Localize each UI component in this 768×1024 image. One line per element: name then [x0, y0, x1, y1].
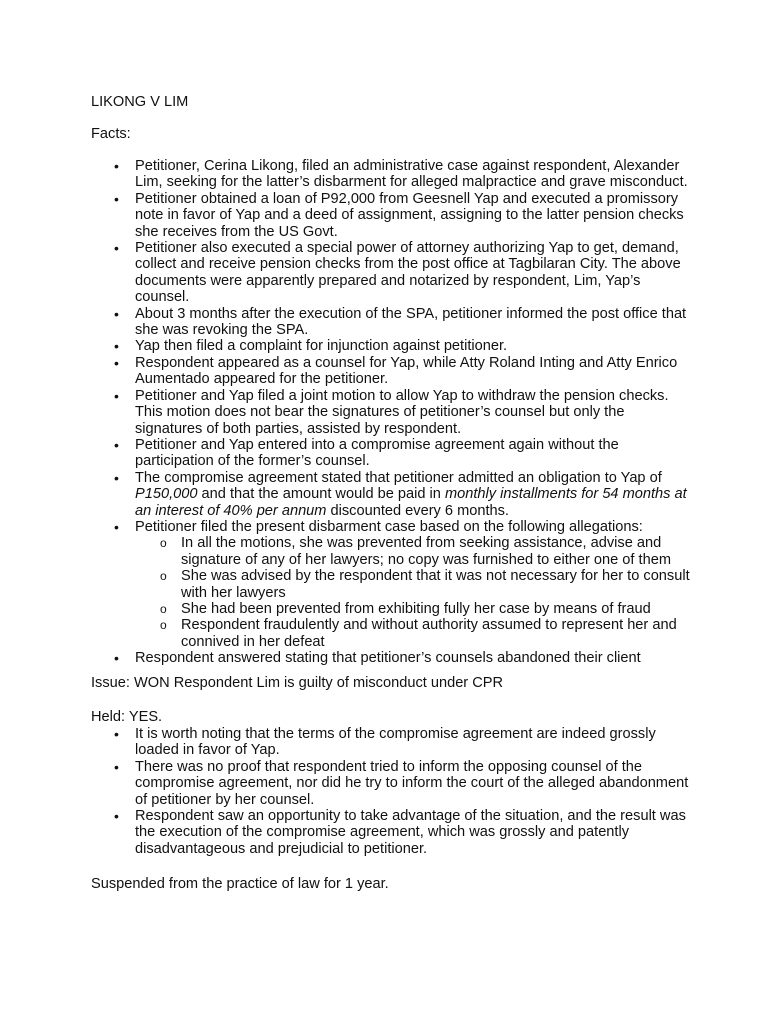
- fact-item: [91, 470, 691, 519]
- fact-item: [91, 158, 691, 191]
- italic-text: P150,000: [135, 486, 198, 503]
- bullet-icon: •: [114, 726, 119, 742]
- fact-text: discounted every 6 months.: [326, 502, 509, 519]
- bullet-icon: •: [114, 518, 119, 535]
- bullet-icon: •: [114, 469, 119, 486]
- allegation-text: Respondent fraudulently and without authority assumed to represent her and connived in her defeat: [181, 617, 677, 650]
- held-text: It is worth noting that the terms of the compromise agreement are indeed grossly loaded in favor of Yap.: [135, 726, 656, 759]
- fact-item: [91, 650, 691, 666]
- fact-item: [91, 388, 691, 437]
- bullet-icon: •: [114, 354, 119, 371]
- facts-heading: Facts:: [91, 126, 131, 142]
- fact-item: [91, 355, 691, 388]
- bullet-icon: •: [114, 240, 119, 257]
- allegation-item: [91, 568, 691, 601]
- fact-text: Respondent answered stating that petitioner’s counsels abandoned their client: [135, 650, 641, 667]
- fact-text: Respondent appeared as a counsel for Yap, while Atty Roland Inting and Atty Enrico Aumentado appeared for the petitioner.: [135, 354, 678, 388]
- fact-item: [91, 306, 691, 339]
- held-text: There was no proof that respondent tried to inform the opposing counsel of the compromise agreement, nor did he try to inform the court of the alleged abandonment of petitioner by her counsel.: [135, 758, 689, 808]
- fact-text: Petitioner, Cerina Likong, filed an administrative case against respondent, Alexander Lim, seeking for the latter’s disbarment for alleged malpractice and grave misconduct.: [135, 158, 688, 191]
- fact-text: Petitioner obtained a loan of P92,000 from Geesnell Yap and executed a promissory note in favor of Yap and a deed of assignment, assigning to the latter pension checks she receives from the US Govt.: [135, 190, 684, 240]
- fact-text: and that the amount would be paid in: [197, 486, 445, 503]
- fact-item: [91, 519, 691, 650]
- held-text: Respondent saw an opportunity to take advantage of the situation, and the result was the execution of the compromise agreement, which was grossly and patently disadvantageous and prejudicial to petitioner.: [135, 808, 686, 857]
- allegation-item: [91, 617, 691, 650]
- allegation-text: In all the motions, she was prevented from seeking assistance, advise and signature of any of her lawyers; no copy was furnished to either one of them: [181, 535, 671, 568]
- sub-bullet-icon: o: [160, 618, 167, 633]
- facts-list: [91, 158, 691, 667]
- bullet-icon: •: [114, 758, 119, 775]
- fact-item: [91, 191, 691, 240]
- bullet-icon: •: [114, 190, 119, 207]
- allegation-item: [91, 535, 691, 568]
- fact-text: About 3 months after the execution of the SPA, petitioner informed the post office that she was revoking the SPA.: [135, 305, 687, 339]
- issue-statement: Issue: WON Respondent Lim is guilty of misconduct under CPR: [91, 675, 504, 691]
- held-heading: Held: YES.: [91, 709, 163, 725]
- sub-bullet-icon: o: [160, 569, 167, 584]
- held-section: [91, 726, 691, 857]
- held-item: [91, 808, 691, 857]
- bullet-icon: •: [114, 305, 119, 322]
- held-item: [91, 759, 691, 808]
- bullet-icon: •: [114, 650, 119, 667]
- sub-bullet-icon: o: [160, 601, 167, 616]
- bullet-icon: •: [114, 338, 119, 355]
- case-title: LIKONG V LIM: [91, 94, 189, 110]
- allegation-item: [91, 601, 691, 617]
- allegation-text: She was advised by the respondent that it was not necessary for her to consult with her lawyers: [181, 568, 690, 601]
- fact-text: Yap then filed a complaint for injunction against petitioner.: [135, 338, 508, 355]
- fact-text: Petitioner and Yap entered into a compromise agreement again without the participation of the former’s counsel.: [135, 436, 619, 470]
- fact-text: Petitioner filed the present disbarment case based on the following allegations:: [135, 518, 643, 535]
- facts-section: [91, 158, 691, 667]
- sub-bullet-icon: o: [160, 536, 167, 551]
- conclusion: Suspended from the practice of law for 1 year.: [91, 876, 389, 892]
- fact-item: [91, 240, 691, 306]
- bullet-icon: •: [114, 808, 119, 825]
- held-item: [91, 726, 691, 759]
- fact-item: [91, 437, 691, 470]
- fact-text: Petitioner also executed a special power of attorney authorizing Yap to get, demand, collect and receive pension checks from the post office at Tagbilaran City. The above documents were apparently prepared and notarized by respondent, Lim, Yap’s counsel.: [135, 240, 681, 306]
- bullet-icon: •: [114, 436, 119, 453]
- fact-text: Petitioner and Yap filed a joint motion to allow Yap to withdraw the pension checks. This motion does not bear the signatures of petitioner’s counsel but only the signatures of both parties, assisted by respondent.: [135, 387, 669, 437]
- allegation-text: She had been prevented from exhibiting fully her case by means of fraud: [181, 600, 651, 617]
- allegations-list: [135, 535, 691, 650]
- bullet-icon: •: [114, 387, 119, 404]
- held-list: [91, 726, 691, 857]
- bullet-icon: •: [114, 158, 119, 174]
- italic-text: monthly installments for 54 months at an interest of 40% per annum: [135, 486, 687, 519]
- fact-text: The compromise agreement stated that petitioner admitted an obligation to Yap of: [135, 469, 662, 486]
- fact-item: [91, 338, 691, 354]
